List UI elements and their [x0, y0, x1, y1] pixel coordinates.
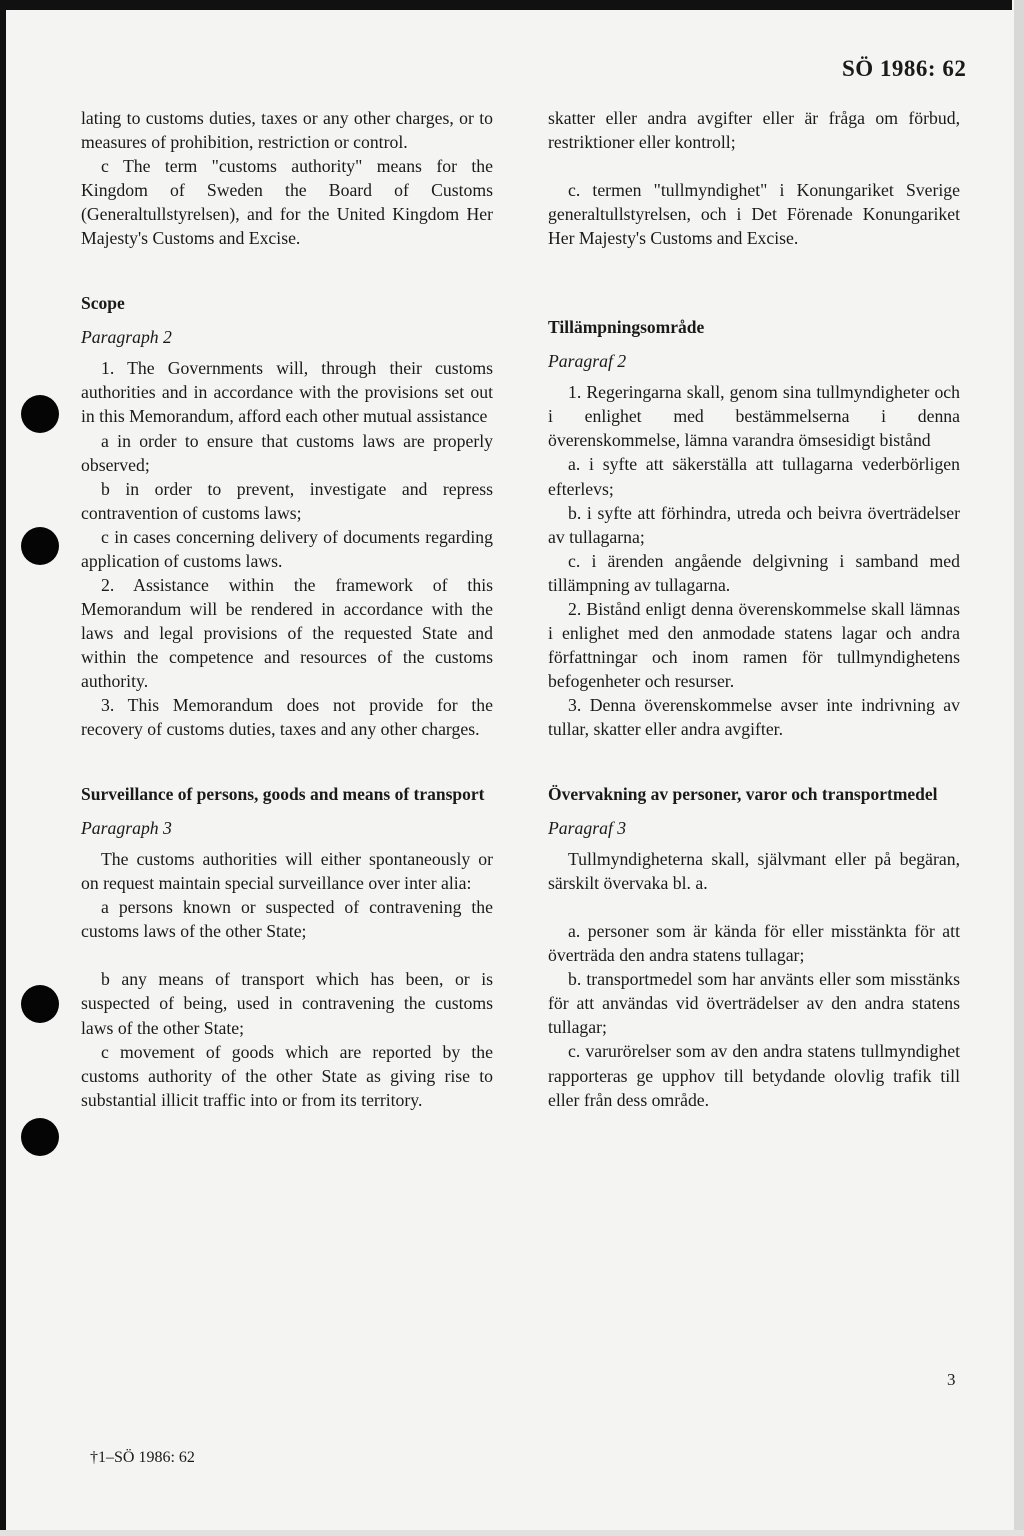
scope-item-b-sv: b. i syfte att förhindra, utreda och beivra överträdelser av tullagarna;	[548, 502, 960, 547]
surveillance-heading: Surveillance of persons, goods and means of transport	[81, 784, 485, 805]
top-border-rule	[0, 0, 1012, 10]
intro-continuation-sv: skatter eller andra avgifter eller är fråga om förbud, restriktioner eller kontroll;	[548, 108, 960, 153]
surveillance-item-a: a persons known or suspected of contravening the customs laws of the other State;	[81, 897, 493, 942]
surveillance-item-a-sv: a. personer som är kända för eller misstänkta för att överträda den andra statens tullagar;	[548, 921, 960, 966]
intro-definition-c-sv: c. termen "tullmyndighet" i Konungariket Sverige generaltullstyrelsen, och i Det Förenade Konungariket Her Majesty's Customs and Excise.	[548, 180, 960, 249]
swedish-column	[548, 106, 960, 1112]
punch-hole-4	[21, 1118, 59, 1156]
scope-heading: Scope	[81, 293, 125, 314]
english-column	[81, 106, 493, 1112]
sheet-signature: †1–SÖ 1986: 62	[90, 1449, 195, 1466]
scope-item-3-sv: 3. Denna överenskommelse avser inte indrivning av tullar, skatter eller andra avgifter.	[548, 694, 960, 739]
scope-item-3: 3. This Memorandum does not provide for the recovery of customs duties, taxes and any other charges.	[81, 695, 493, 740]
scope-item-1: 1. The Governments will, through their customs authorities and in accordance with the provisions set out in this Memorandum, afford each other mutual assistance	[81, 358, 493, 427]
bottom-edge-shadow	[0, 1530, 1024, 1536]
surveillance-intro: The customs authorities will either spontaneously or on request maintain special surveillance over inter alia:	[81, 849, 493, 894]
surveillance-heading-sv: Övervakning av personer, varor och transportmedel	[548, 784, 938, 805]
paragraf-2-label: Paragraf 2	[548, 351, 627, 372]
surveillance-item-b-sv: b. transportmedel som har använts eller som misstänks för att användas vid överträdelser av den andra statens tullagar;	[548, 969, 960, 1038]
intro-continuation: lating to customs duties, taxes or any other charges, or to measures of prohibition, restriction or control.	[81, 108, 493, 153]
paragraf-3-label: Paragraf 3	[548, 818, 627, 839]
page-number: 3	[947, 1370, 956, 1389]
paragraph-2-label: Paragraph 2	[81, 327, 172, 348]
punch-hole-1	[21, 395, 59, 433]
intro-definition-c: c The term "customs authority" means for the Kingdom of Sweden the Board of Customs (Generaltullstyrelsen), and for the United Kingdom Her Majesty's Customs and Excise.	[81, 156, 493, 249]
punch-hole-2	[21, 527, 59, 565]
scope-heading-sv: Tillämpningsområde	[548, 317, 705, 338]
left-border-rule	[0, 0, 6, 1536]
scope-item-2-sv: 2. Bistånd enligt denna överenskommelse skall lämnas i enlighet med den anmodade statens lagar och andra författningar och inom ramen för tullmyndighetens befogenheter och resurser.	[548, 598, 960, 691]
scope-item-c: c in cases concerning delivery of documents regarding application of customs laws.	[81, 526, 493, 571]
scope-item-c-sv: c. i ärenden angående delgivning i samband med tillämpning av tullagarna.	[548, 550, 960, 595]
surveillance-intro-sv: Tullmyndigheterna skall, självmant eller på begäran, särskilt övervaka bl. a.	[548, 849, 960, 894]
scope-item-1-sv: 1. Regeringarna skall, genom sina tullmyndigheter och i enlighet med bestämmelserna i denna överenskommelse, lämna varandra ömsesidigt bistånd	[548, 382, 960, 451]
surveillance-item-b: b any means of transport which has been, or is suspected of being, used in contravening the customs laws of the other State;	[81, 969, 493, 1038]
paragraph-3-label: Paragraph 3	[81, 818, 172, 839]
scope-item-2: 2. Assistance within the framework of this Memorandum will be rendered in accordance with the laws and legal provisions of the requested State and within the competence and resources of the customs authority.	[81, 574, 493, 691]
scope-item-b: b in order to prevent, investigate and repress contravention of customs laws;	[81, 478, 493, 523]
surveillance-item-c-sv: c. varurörelser som av den andra statens tullmyndighet rapporteras ge upphov till betydande olovlig trafik till eller från dess område.	[548, 1041, 960, 1110]
surveillance-item-c: c movement of goods which are reported by the customs authority of the other State as giving rise to substantial illicit traffic into or from its territory.	[81, 1041, 493, 1110]
right-edge-shadow	[1014, 0, 1024, 1536]
punch-hole-3	[21, 985, 59, 1023]
document-id-header: SÖ 1986: 62	[842, 56, 967, 81]
scope-item-a-sv: a. i syfte att säkerställa att tullagarna vederbörligen efterlevs;	[548, 454, 960, 499]
scope-item-a: a in order to ensure that customs laws are properly observed;	[81, 430, 493, 475]
